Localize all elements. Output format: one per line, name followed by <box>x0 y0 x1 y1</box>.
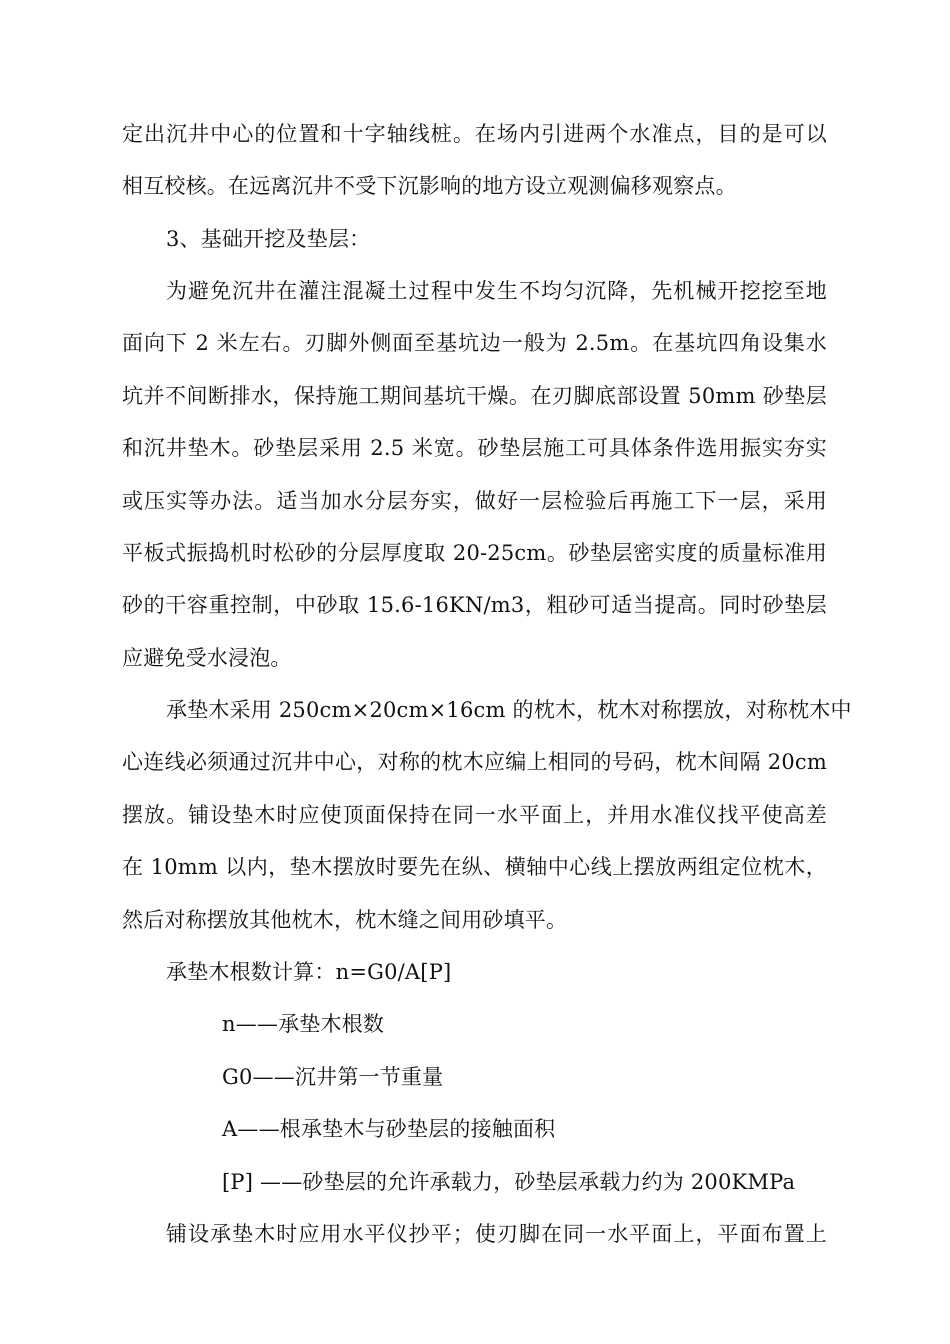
paragraph-line-7: 和沉井垫木。砂垫层采用 2.5 米宽。砂垫层施工可具体条件选用振实夯实 <box>122 436 827 460</box>
formula-definition-a: A——根承垫木与砂垫层的接触面积 <box>222 1117 556 1141</box>
paragraph-line-9: 平板式振捣机时松砂的分层厚度取 20-25cm。砂垫层密实度的质量标准用 <box>122 541 827 565</box>
paragraph-line-15: 在 10mm 以内，垫木摆放时要先在纵、横轴中心线上摆放两组定位枕木， <box>122 855 827 879</box>
formula-line: 承垫木根数计算：n=G0/A[P] <box>166 960 452 984</box>
paragraph-line-5: 面向下 2 米左右。刃脚外侧面至基坑边一般为 2.5m。在基坑四角设集水 <box>122 331 827 355</box>
formula-definition-p: [P] ——砂垫层的允许承载力，砂垫层承载力约为 200KMPa <box>222 1170 796 1194</box>
paragraph-line-22: 铺设承垫木时应用水平仪抄平；使刃脚在同一水平面上，平面布置上 <box>166 1222 827 1246</box>
formula-definition-g0: G0——沉井第一节重量 <box>222 1065 444 1089</box>
paragraph-line-1: 定出沉井中心的位置和十字轴线桩。在场内引进两个水准点，目的是可以 <box>122 122 827 146</box>
paragraph-line-13: 心连线必须通过沉井中心，对称的枕木应编上相同的号码，枕木间隔 20cm <box>122 750 827 774</box>
paragraph-line-11: 应避免受水浸泡。 <box>122 646 292 670</box>
paragraph-line-6: 坑并不间断排水，保持施工期间基坑干燥。在刃脚底部设置 50mm 砂垫层 <box>122 384 827 408</box>
section-heading: 3、基础开挖及垫层： <box>166 227 371 251</box>
paragraph-line-8: 或压实等办法。适当加水分层夯实，做好一层检验后再施工下一层，采用 <box>122 489 827 513</box>
paragraph-line-16: 然后对称摆放其他枕木，枕木缝之间用砂填平。 <box>122 908 568 932</box>
paragraph-line-12: 承垫木采用 250cm×20cm×16cm 的枕木，枕木对称摆放，对称枕木中 <box>166 698 852 722</box>
paragraph-line-10: 砂的干容重控制，中砂取 15.6-16KN/m3，粗砂可适当提高。同时砂垫层 <box>122 593 827 617</box>
paragraph-line-14: 摆放。铺设垫木时应使顶面保持在同一水平面上，并用水准仪找平使高差 <box>122 803 827 827</box>
paragraph-line-2: 相互校核。在远离沉井不受下沉影响的地方设立观测偏移观察点。 <box>122 174 737 198</box>
paragraph-line-4: 为避免沉井在灌注混凝土过程中发生不均匀沉降，先机械开挖挖至地 <box>166 279 827 303</box>
formula-definition-n: n——承垫木根数 <box>222 1012 385 1036</box>
